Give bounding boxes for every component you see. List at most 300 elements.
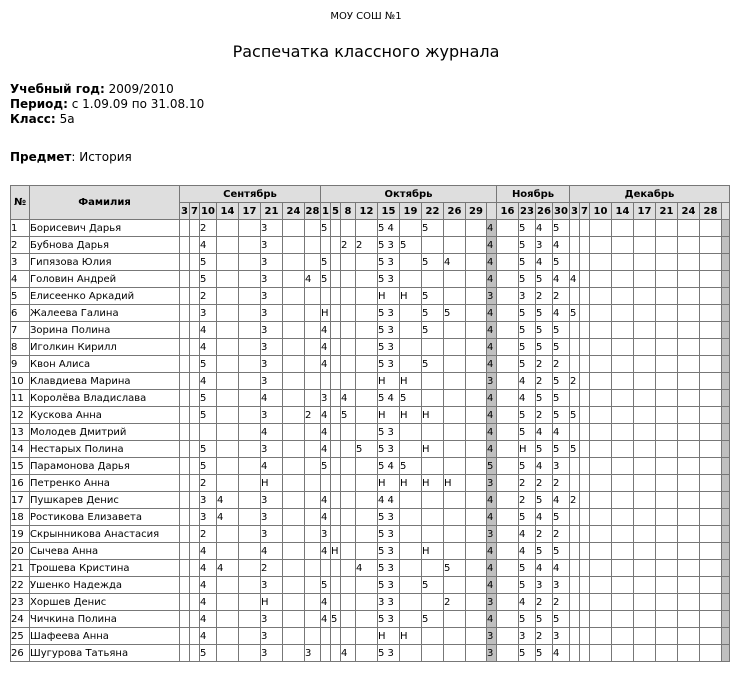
grade-cell — [190, 628, 200, 645]
grade-cell — [190, 424, 200, 441]
grade-cell: 5 — [200, 441, 217, 458]
grade-cell — [678, 611, 700, 628]
day-header: 7 — [190, 203, 200, 220]
grade-cell — [678, 560, 700, 577]
grade-cell — [634, 424, 656, 441]
grade-cell — [580, 356, 590, 373]
grade-cell — [700, 220, 722, 237]
grade-cell: 5 — [536, 645, 553, 662]
quarter-grade: 4 — [487, 220, 497, 237]
grade-cell — [422, 628, 444, 645]
grade-cell — [283, 373, 305, 390]
grade-cell — [700, 424, 722, 441]
day-header: 1 — [321, 203, 331, 220]
grade-cell — [321, 475, 331, 492]
grade-cell — [239, 475, 261, 492]
grade-cell — [180, 339, 190, 356]
grade-cell — [331, 407, 341, 424]
grade-cell — [321, 237, 331, 254]
grade-cell: 4 — [200, 560, 217, 577]
grade-cell: 2 — [536, 356, 553, 373]
grade-cell — [217, 288, 239, 305]
grade-cell — [341, 611, 356, 628]
grade-cell — [190, 441, 200, 458]
student-row — [11, 611, 730, 628]
period-value: с 1.09.09 по 31.08.10 — [71, 97, 205, 111]
grade-cell — [239, 288, 261, 305]
grade-cell — [700, 543, 722, 560]
grade-cell — [180, 577, 190, 594]
grade-cell: 5 — [422, 254, 444, 271]
grade-cell — [305, 492, 321, 509]
day-header: 5 — [331, 203, 341, 220]
grade-cell: 5 — [356, 441, 378, 458]
grade-cell — [180, 288, 190, 305]
grade-cell — [612, 492, 634, 509]
row-number: 5 — [11, 288, 30, 305]
grade-cell — [570, 322, 580, 339]
grade-cell — [283, 492, 305, 509]
grade-cell — [341, 492, 356, 509]
student-name: Иголкин Кирилл — [30, 339, 180, 356]
grade-cell — [331, 526, 341, 543]
grade-cell — [305, 577, 321, 594]
day-header: 21 — [656, 203, 678, 220]
grade-cell: 4 — [321, 424, 331, 441]
grade-cell — [580, 509, 590, 526]
grade-cell — [612, 237, 634, 254]
grade-cell — [305, 543, 321, 560]
grade-cell — [656, 390, 678, 407]
end-column-cell — [722, 628, 730, 645]
end-column-cell — [722, 373, 730, 390]
grade-cell — [634, 645, 656, 662]
grade-cell: 5 4 — [378, 220, 400, 237]
grade-cell: 5 — [519, 322, 536, 339]
grade-cell — [656, 288, 678, 305]
grade-cell: 4 — [200, 237, 217, 254]
grade-cell — [612, 407, 634, 424]
grade-cell — [356, 271, 378, 288]
student-name: Королёва Владислава — [30, 390, 180, 407]
student-row — [11, 458, 730, 475]
grade-cell — [590, 560, 612, 577]
grade-cell: Н — [444, 475, 466, 492]
grade-cell — [444, 356, 466, 373]
grade-cell — [341, 424, 356, 441]
grade-cell: 3 3 — [378, 594, 400, 611]
grade-cell — [341, 526, 356, 543]
grade-cell — [356, 458, 378, 475]
grade-cell — [590, 322, 612, 339]
grade-cell — [341, 288, 356, 305]
day-header: 8 — [341, 203, 356, 220]
grade-cell: 2 — [553, 356, 570, 373]
day-header: 19 — [400, 203, 422, 220]
end-column-cell — [722, 390, 730, 407]
end-column-cell — [722, 475, 730, 492]
grade-cell — [700, 611, 722, 628]
day-header: 29 — [466, 203, 487, 220]
grade-cell: 5 3 — [378, 441, 400, 458]
grade-cell — [444, 407, 466, 424]
grade-cell: Н — [378, 373, 400, 390]
student-name: Петренко Анна — [30, 475, 180, 492]
student-row — [11, 339, 730, 356]
grade-cell — [180, 458, 190, 475]
grade-cell: 2 — [519, 492, 536, 509]
grade-cell — [612, 441, 634, 458]
grade-cell: 4 — [553, 645, 570, 662]
grade-cell — [283, 390, 305, 407]
grade-cell — [678, 271, 700, 288]
grade-cell — [180, 407, 190, 424]
grade-cell — [356, 594, 378, 611]
grade-cell: 4 — [553, 492, 570, 509]
grade-cell: 5 3 — [378, 577, 400, 594]
grade-cell — [356, 390, 378, 407]
grade-cell — [497, 458, 519, 475]
grade-cell — [400, 645, 422, 662]
grade-cell: 5 — [444, 560, 466, 577]
grade-cell — [700, 594, 722, 611]
student-row — [11, 305, 730, 322]
grade-cell: 5 3 — [378, 356, 400, 373]
grade-cell: 4 — [261, 543, 283, 560]
grade-cell — [444, 577, 466, 594]
grade-cell: 5 3 — [378, 611, 400, 628]
grade-cell — [612, 288, 634, 305]
grade-cell: 5 — [331, 611, 341, 628]
grade-cell: 5 3 — [378, 322, 400, 339]
end-column-cell — [722, 577, 730, 594]
quarter-grade: 4 — [487, 492, 497, 509]
grade-cell — [497, 594, 519, 611]
grade-cell — [180, 441, 190, 458]
grade-cell — [656, 628, 678, 645]
grade-cell — [580, 373, 590, 390]
grade-cell — [590, 594, 612, 611]
grade-cell: 5 — [519, 407, 536, 424]
grade-cell — [580, 288, 590, 305]
grade-cell — [700, 390, 722, 407]
grade-cell — [305, 560, 321, 577]
grade-cell — [341, 475, 356, 492]
grade-cell: 5 — [321, 458, 331, 475]
grade-cell — [283, 458, 305, 475]
student-row — [11, 373, 730, 390]
grade-cell: 5 — [519, 339, 536, 356]
grade-cell — [590, 441, 612, 458]
grade-cell — [656, 356, 678, 373]
grade-cell — [634, 458, 656, 475]
student-row — [11, 322, 730, 339]
grade-cell — [612, 254, 634, 271]
grade-cell — [497, 288, 519, 305]
grade-cell — [180, 526, 190, 543]
grade-cell — [497, 560, 519, 577]
grade-cell — [700, 237, 722, 254]
grade-cell: Н — [378, 628, 400, 645]
grade-cell — [305, 373, 321, 390]
grade-cell — [570, 254, 580, 271]
grade-cell — [678, 356, 700, 373]
grade-cell — [283, 237, 305, 254]
grade-cell: 5 — [321, 254, 331, 271]
grade-cell: 2 — [261, 560, 283, 577]
grade-cell: 5 — [400, 390, 422, 407]
grade-cell — [305, 322, 321, 339]
grade-cell — [341, 577, 356, 594]
grade-cell — [190, 645, 200, 662]
grade-cell: Н — [331, 543, 341, 560]
grade-cell — [190, 492, 200, 509]
grade-cell: 3 — [261, 237, 283, 254]
grade-cell — [634, 577, 656, 594]
grade-cell — [305, 237, 321, 254]
column-header-number: № — [11, 186, 30, 220]
grade-cell — [580, 475, 590, 492]
grade-cell — [466, 356, 487, 373]
grade-cell: 3 — [553, 458, 570, 475]
grade-cell: 3 — [261, 509, 283, 526]
grade-cell — [422, 492, 444, 509]
student-row — [11, 441, 730, 458]
grade-cell — [612, 390, 634, 407]
grade-cell — [570, 288, 580, 305]
grade-cell — [400, 356, 422, 373]
end-column-cell — [722, 594, 730, 611]
grade-cell — [570, 509, 580, 526]
grade-cell: 5 4 — [378, 390, 400, 407]
row-number: 12 — [11, 407, 30, 424]
grade-cell — [634, 390, 656, 407]
grade-cell: 5 — [536, 441, 553, 458]
grade-cell — [239, 220, 261, 237]
grade-cell — [190, 237, 200, 254]
grade-cell — [217, 441, 239, 458]
grade-cell — [305, 628, 321, 645]
grade-cell: 2 — [536, 526, 553, 543]
grade-cell — [678, 509, 700, 526]
grade-cell: 3 — [261, 254, 283, 271]
grade-cell — [466, 390, 487, 407]
grade-cell — [422, 526, 444, 543]
grade-cell — [612, 526, 634, 543]
grade-cell — [678, 339, 700, 356]
grade-cell: 3 — [519, 288, 536, 305]
grade-cell — [656, 305, 678, 322]
row-number: 11 — [11, 390, 30, 407]
grade-cell — [283, 577, 305, 594]
student-name: Хоршев Денис — [30, 594, 180, 611]
grade-cell — [634, 373, 656, 390]
grade-cell — [570, 458, 580, 475]
grade-cell: 3 — [261, 526, 283, 543]
grade-cell — [305, 390, 321, 407]
grade-cell — [678, 594, 700, 611]
grade-cell — [700, 492, 722, 509]
quarter-grade: 4 — [487, 509, 497, 526]
end-column-cell — [722, 458, 730, 475]
grade-cell: 4 — [321, 492, 331, 509]
grade-cell — [356, 407, 378, 424]
grade-cell: 5 — [200, 271, 217, 288]
grade-cell — [612, 339, 634, 356]
grade-cell — [331, 441, 341, 458]
grade-cell — [700, 305, 722, 322]
grade-cell: 3 — [553, 628, 570, 645]
grade-cell — [497, 424, 519, 441]
grade-cell — [444, 458, 466, 475]
grade-cell — [331, 373, 341, 390]
grade-cell — [678, 407, 700, 424]
grade-cell: 3 — [305, 645, 321, 662]
grade-cell — [580, 594, 590, 611]
grade-cell — [217, 237, 239, 254]
grade-cell: 5 — [422, 356, 444, 373]
grade-cell: 5 — [519, 645, 536, 662]
grade-cell — [678, 322, 700, 339]
day-header: 21 — [261, 203, 283, 220]
end-column-cell — [722, 339, 730, 356]
grade-cell — [190, 577, 200, 594]
grade-cell — [305, 458, 321, 475]
grade-cell — [341, 543, 356, 560]
grade-cell — [422, 424, 444, 441]
grade-cell — [580, 390, 590, 407]
grade-cell: 5 — [519, 458, 536, 475]
end-column-cell — [722, 356, 730, 373]
student-name: Квон Алиса — [30, 356, 180, 373]
grade-cell — [570, 628, 580, 645]
grade-cell — [700, 645, 722, 662]
row-number: 1 — [11, 220, 30, 237]
grade-cell — [422, 645, 444, 662]
quarter-grade: 3 — [487, 288, 497, 305]
grade-cell: 4 — [321, 339, 331, 356]
grade-cell — [180, 475, 190, 492]
row-number: 6 — [11, 305, 30, 322]
grade-cell — [356, 645, 378, 662]
grade-cell — [580, 526, 590, 543]
day-header: 7 — [580, 203, 590, 220]
grade-cell — [180, 271, 190, 288]
grade-cell — [180, 356, 190, 373]
grade-cell — [239, 305, 261, 322]
row-number: 19 — [11, 526, 30, 543]
grade-cell: 5 — [200, 356, 217, 373]
grade-cell: 4 — [305, 271, 321, 288]
grade-cell: 5 3 — [378, 254, 400, 271]
grade-cell — [331, 628, 341, 645]
grade-cell — [497, 220, 519, 237]
grade-cell — [590, 339, 612, 356]
grade-cell — [239, 594, 261, 611]
grade-cell — [656, 458, 678, 475]
grade-cell — [239, 509, 261, 526]
grade-cell — [466, 424, 487, 441]
grade-cell: 4 — [519, 526, 536, 543]
grade-cell — [356, 288, 378, 305]
grade-cell — [497, 475, 519, 492]
grade-cell — [190, 390, 200, 407]
grade-cell — [590, 424, 612, 441]
day-header: 23 — [519, 203, 536, 220]
grade-cell — [283, 594, 305, 611]
grade-cell — [305, 339, 321, 356]
grade-cell — [497, 271, 519, 288]
month-header-dec: Декабрь — [570, 186, 730, 203]
grade-cell: 4 — [536, 458, 553, 475]
quarter-grade: 4 — [487, 305, 497, 322]
student-name: Клавдиева Марина — [30, 373, 180, 390]
grade-cell — [580, 237, 590, 254]
grade-cell — [356, 611, 378, 628]
day-header: 26 — [536, 203, 553, 220]
grade-cell: 5 3 — [378, 424, 400, 441]
grade-cell: 4 — [570, 271, 580, 288]
day-header: 28 — [305, 203, 321, 220]
grade-cell: 5 — [536, 543, 553, 560]
grade-cell — [444, 288, 466, 305]
column-header-surname: Фамилия — [30, 186, 180, 220]
quarter-grade: 4 — [487, 254, 497, 271]
grade-cell — [497, 373, 519, 390]
student-name: Елисеенко Аркадий — [30, 288, 180, 305]
grade-cell: 5 — [321, 220, 331, 237]
student-name: Бубнова Дарья — [30, 237, 180, 254]
grade-cell: 4 — [536, 254, 553, 271]
grade-cell — [217, 611, 239, 628]
grade-cell: 4 4 — [378, 492, 400, 509]
grade-cell: 3 — [261, 322, 283, 339]
grade-cell: 5 — [519, 305, 536, 322]
grade-cell — [590, 543, 612, 560]
grade-cell: 3 — [261, 577, 283, 594]
grade-cell — [444, 611, 466, 628]
grade-cell — [444, 339, 466, 356]
grade-cell: 5 — [341, 407, 356, 424]
quarter-grade: 4 — [487, 611, 497, 628]
grade-cell: Н — [400, 475, 422, 492]
grade-cell — [700, 271, 722, 288]
grade-cell — [180, 645, 190, 662]
grade-cell — [444, 271, 466, 288]
grade-cell — [612, 458, 634, 475]
grade-cell — [341, 373, 356, 390]
grade-cell — [466, 305, 487, 322]
student-name: Чичкина Полина — [30, 611, 180, 628]
grade-cell — [305, 288, 321, 305]
day-header: 28 — [700, 203, 722, 220]
grade-cell — [422, 594, 444, 611]
grade-cell: 5 3 — [378, 560, 400, 577]
student-name: Гипязова Юлия — [30, 254, 180, 271]
grade-cell — [341, 594, 356, 611]
grade-cell — [331, 390, 341, 407]
grade-cell — [590, 373, 612, 390]
grade-cell — [590, 526, 612, 543]
grade-table — [10, 185, 730, 662]
grade-cell — [656, 373, 678, 390]
grade-cell — [590, 645, 612, 662]
grade-cell — [356, 526, 378, 543]
grade-cell — [590, 628, 612, 645]
grade-cell — [400, 271, 422, 288]
grade-cell — [356, 322, 378, 339]
grade-cell — [217, 390, 239, 407]
